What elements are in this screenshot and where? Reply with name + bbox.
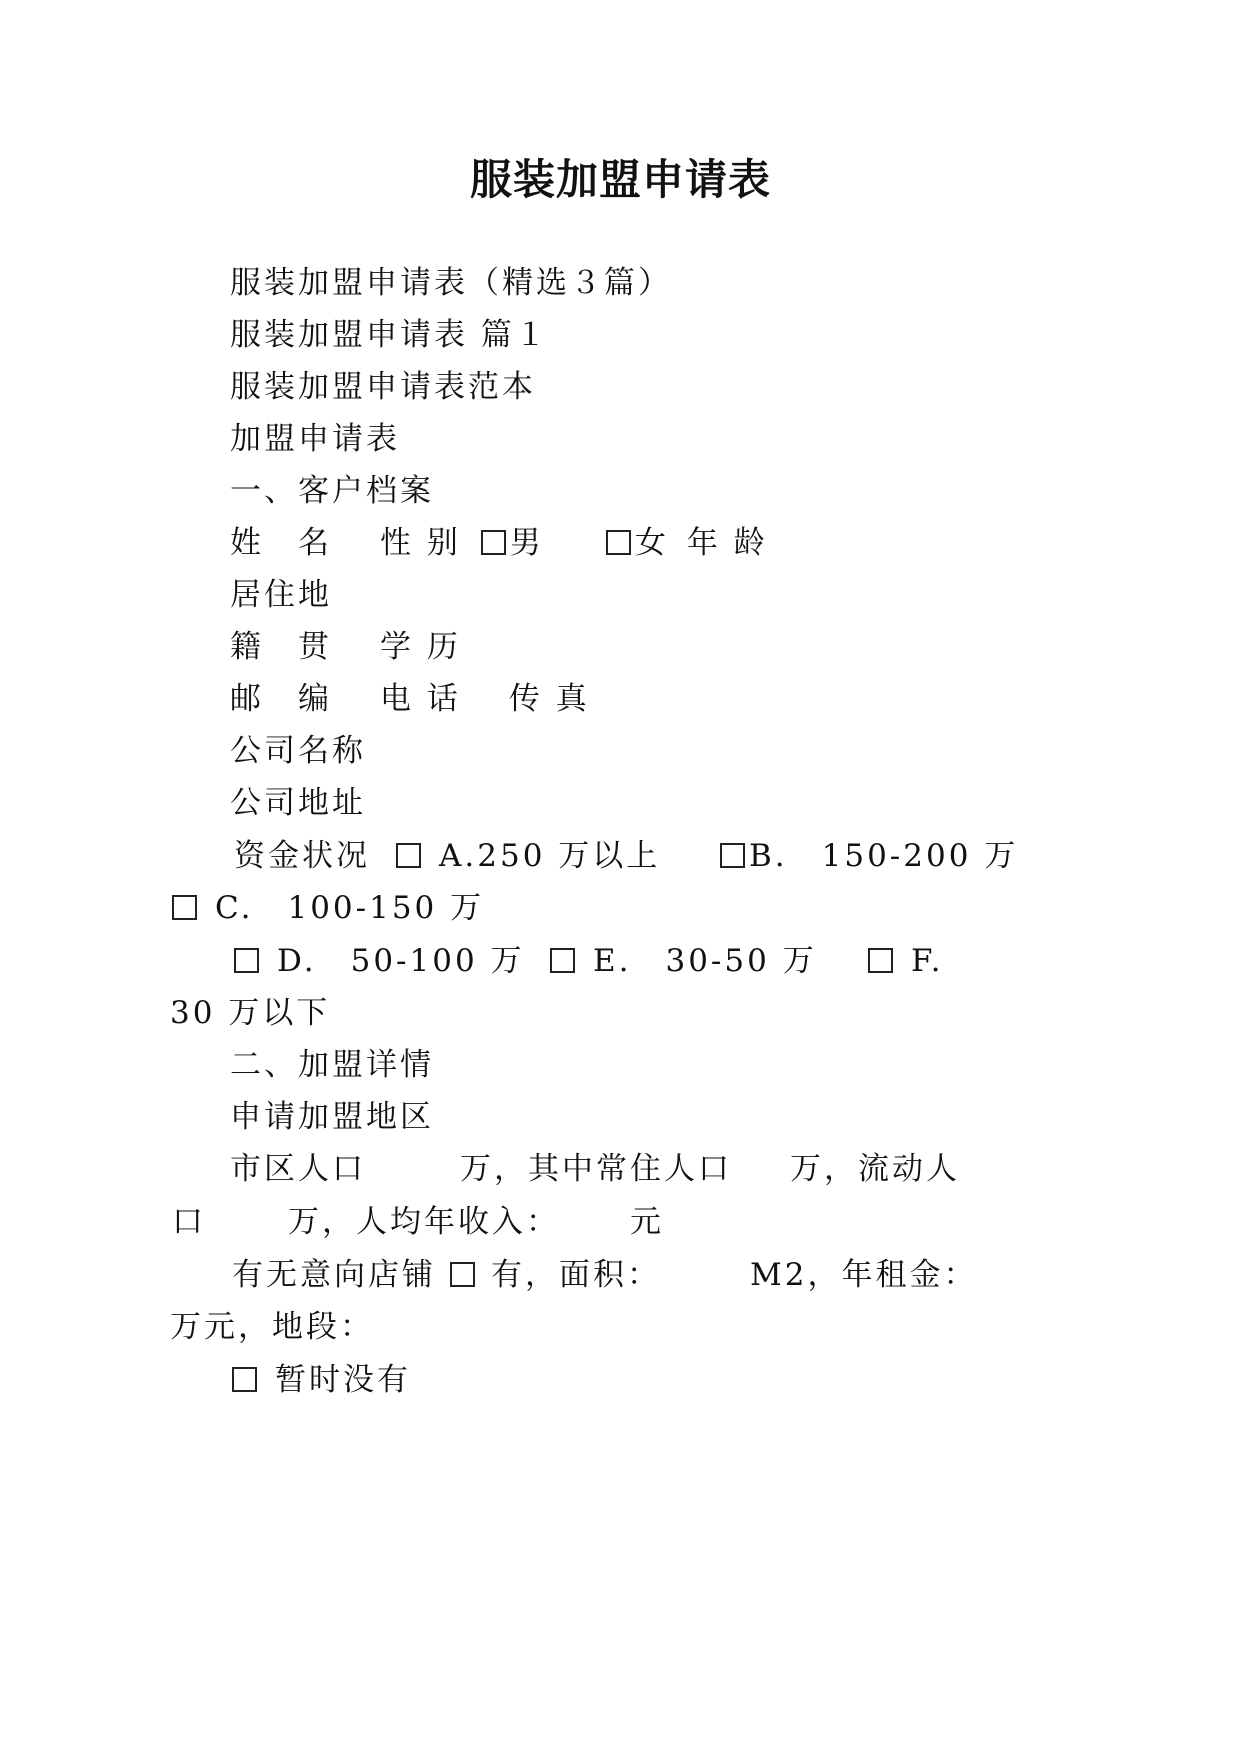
row-funds-1 xyxy=(234,836,660,876)
label-population: 市区人口 xyxy=(230,1151,366,1187)
checkbox-male[interactable] xyxy=(481,530,506,555)
label-fax: 传 真 xyxy=(508,681,590,717)
checkbox-shop-no[interactable] xyxy=(232,1367,257,1392)
section-heading-1: 一、客户档案 xyxy=(230,473,434,509)
checkbox-funds-a[interactable] xyxy=(396,843,421,868)
label-funds-f: F. xyxy=(911,943,944,979)
label-shop-area-unit: M2，年租金： xyxy=(750,1257,978,1293)
row-shop-no xyxy=(232,1360,411,1400)
label-phone: 电 话 xyxy=(380,681,461,717)
row-shop xyxy=(232,1255,661,1295)
label-shop: 有无意向店铺 xyxy=(232,1257,436,1293)
row-funds-b xyxy=(720,836,1018,876)
label-funds-b: B. 150-200 万 xyxy=(749,838,1019,874)
label-income: 万，人均年收入： xyxy=(288,1204,560,1240)
label-male: 男 xyxy=(509,525,544,561)
intro-line-4: 加盟申请表 xyxy=(230,421,400,457)
intro-line-1: 服装加盟申请表（精选３篇） xyxy=(230,265,672,301)
checkbox-funds-b[interactable] xyxy=(720,843,745,868)
label-shop-yes: 有，面积： xyxy=(491,1257,661,1293)
label-gender: 性 别 xyxy=(380,525,461,561)
label-funds-c: C. 100-150 万 xyxy=(215,890,485,926)
checkbox-female[interactable] xyxy=(606,530,631,555)
row-funds-d xyxy=(234,941,525,981)
checkbox-shop-yes[interactable] xyxy=(450,1262,475,1287)
label-funds-e: E. 30-50 万 xyxy=(593,943,817,979)
label-age: 年 龄 xyxy=(686,525,768,561)
row-funds-e xyxy=(550,941,817,981)
label-apply-area: 申请加盟地区 xyxy=(230,1099,434,1135)
label-postcode: 邮 编 xyxy=(230,681,332,717)
label-population-resident: 万，其中常住人口 xyxy=(460,1151,732,1187)
checkbox-funds-f[interactable] xyxy=(868,948,893,973)
label-female: 女 xyxy=(634,525,669,561)
checkbox-funds-d[interactable] xyxy=(234,948,259,973)
label-population-cont: 口 xyxy=(172,1204,206,1240)
section-heading-2: 二、加盟详情 xyxy=(230,1047,434,1083)
label-funds-f-continued: 30 万以下 xyxy=(170,995,331,1031)
row-funds-f xyxy=(868,941,944,981)
row-funds-c xyxy=(172,888,484,928)
checkbox-funds-c[interactable] xyxy=(172,895,197,920)
label-native-place: 籍 贯 xyxy=(230,629,332,665)
row-name-gender-age xyxy=(230,523,768,563)
row-postcode-phone-fax xyxy=(230,679,590,719)
label-shop-cont: 万元，地段： xyxy=(170,1309,374,1345)
label-residence: 居住地 xyxy=(230,577,332,613)
intro-line-3: 服装加盟申请表范本 xyxy=(230,369,536,405)
intro-line-2: 服装加盟申请表 篇１ xyxy=(230,317,549,353)
row-native-education xyxy=(230,627,461,667)
label-funds: 资金状况 xyxy=(234,838,370,874)
document-title: 服装加盟申请表 xyxy=(469,155,771,204)
label-shop-no: 暂时没有 xyxy=(275,1362,411,1398)
label-funds-a: A.250 万以上 xyxy=(439,838,661,874)
label-funds-d: D. 50-100 万 xyxy=(277,943,525,979)
label-population-floating: 万，流动人 xyxy=(790,1151,960,1187)
label-company-name: 公司名称 xyxy=(230,733,366,769)
label-education: 学 历 xyxy=(380,629,461,665)
checkbox-funds-e[interactable] xyxy=(550,948,575,973)
label-name: 姓 名 xyxy=(230,525,332,561)
label-company-address: 公司地址 xyxy=(230,785,366,821)
label-income-unit: 元 xyxy=(630,1204,664,1240)
